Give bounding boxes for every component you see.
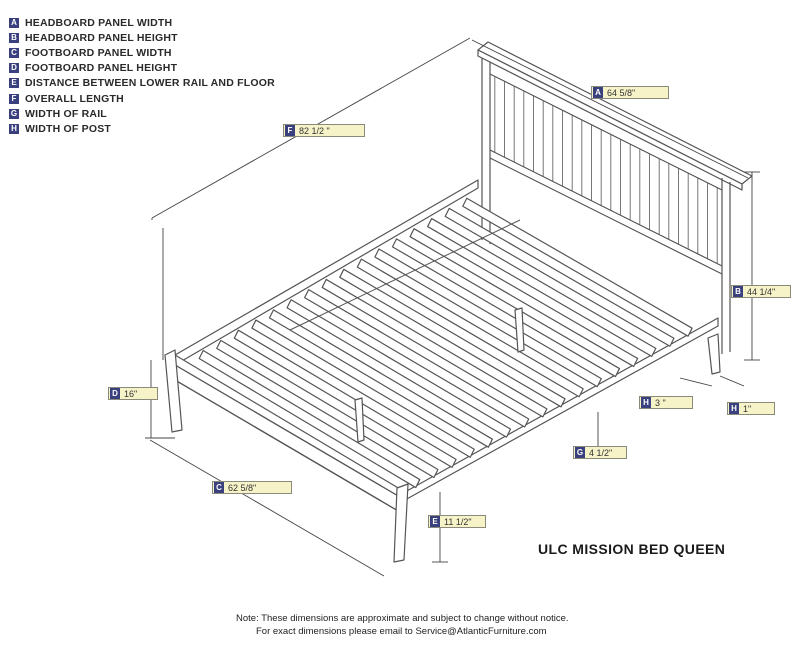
legend-letter: C bbox=[9, 48, 19, 58]
dimension-label-e bbox=[428, 515, 486, 528]
dim-line-h-post bbox=[720, 376, 744, 386]
note-line-1: Note: These dimensions are approximate and subject to change without notice. bbox=[236, 613, 569, 624]
dimension-label-h-rail bbox=[639, 396, 693, 409]
dimension-label-g bbox=[573, 446, 627, 459]
foot-right-leg bbox=[394, 484, 408, 562]
label-letter: A bbox=[593, 87, 603, 98]
legend-letter: B bbox=[9, 33, 19, 43]
dimension-label-h-post bbox=[727, 402, 775, 415]
legend-text: OVERALL LENGTH bbox=[25, 92, 124, 105]
dimension-legend bbox=[9, 15, 275, 137]
legend-letter: H bbox=[9, 124, 19, 134]
legend-letter: D bbox=[9, 63, 19, 73]
legend-text: FOOTBOARD PANEL HEIGHT bbox=[25, 62, 178, 75]
label-letter: E bbox=[430, 516, 440, 527]
center-leg bbox=[515, 308, 524, 352]
legend-text: HEADBOARD PANEL HEIGHT bbox=[25, 31, 178, 44]
legend-text: DISTANCE BETWEEN LOWER RAIL AND FLOOR bbox=[25, 77, 275, 90]
legend-letter: F bbox=[9, 94, 19, 104]
legend-letter: A bbox=[9, 18, 19, 28]
dimension-label-c bbox=[212, 481, 292, 494]
legend-letter: E bbox=[9, 78, 19, 88]
label-value: 4 1/2" bbox=[589, 447, 613, 458]
label-value: 16" bbox=[124, 388, 138, 399]
head-right-leg bbox=[708, 334, 720, 374]
label-letter: H bbox=[641, 397, 651, 408]
dimension-label-d bbox=[108, 387, 158, 400]
dimension-label-f bbox=[283, 124, 365, 137]
dim-line-a bbox=[472, 40, 748, 178]
legend-item bbox=[9, 30, 275, 45]
dim-line-h-rail bbox=[680, 378, 712, 386]
label-value: 64 5/8" bbox=[607, 87, 636, 98]
label-letter: B bbox=[733, 286, 743, 297]
note-line-2: For exact dimensions please email to Service@AtlanticFurniture.com bbox=[256, 626, 547, 637]
label-letter: G bbox=[576, 448, 584, 457]
dimension-label-b bbox=[731, 285, 791, 298]
legend-text: HEADBOARD PANEL WIDTH bbox=[25, 16, 173, 29]
legend-item bbox=[9, 61, 275, 76]
label-value: 1" bbox=[743, 403, 752, 414]
label-value: 3 " bbox=[655, 397, 666, 408]
label-value: 11 1/2" bbox=[444, 516, 472, 527]
legend-item bbox=[9, 106, 275, 121]
foot-rail-bottom bbox=[175, 380, 405, 515]
legend-text: FOOTBOARD PANEL WIDTH bbox=[25, 46, 172, 59]
diagram-title: ULC MISSION BED QUEEN bbox=[538, 541, 726, 557]
legend-item bbox=[9, 121, 275, 136]
label-value: 62 5/8" bbox=[228, 482, 257, 493]
legend-text: WIDTH OF RAIL bbox=[25, 107, 107, 120]
label-value: 82 1/2 " bbox=[299, 125, 330, 136]
legend-item bbox=[9, 76, 275, 91]
headboard-cap-edge bbox=[478, 50, 742, 190]
legend-item bbox=[9, 45, 275, 60]
label-value: 44 1/4" bbox=[747, 286, 776, 297]
label-letter: D bbox=[110, 388, 120, 399]
left-side-rail bbox=[175, 180, 478, 365]
legend-letter: G bbox=[10, 108, 18, 118]
label-letter: H bbox=[729, 403, 739, 414]
label-letter: C bbox=[214, 482, 224, 493]
legend-text: WIDTH OF POST bbox=[25, 122, 112, 135]
headboard-lower-rail bbox=[490, 150, 722, 266]
dimension-label-a bbox=[591, 86, 669, 99]
legend-item bbox=[9, 91, 275, 106]
label-letter: F bbox=[285, 125, 295, 136]
legend-item bbox=[9, 15, 275, 30]
center-leg bbox=[355, 398, 364, 442]
